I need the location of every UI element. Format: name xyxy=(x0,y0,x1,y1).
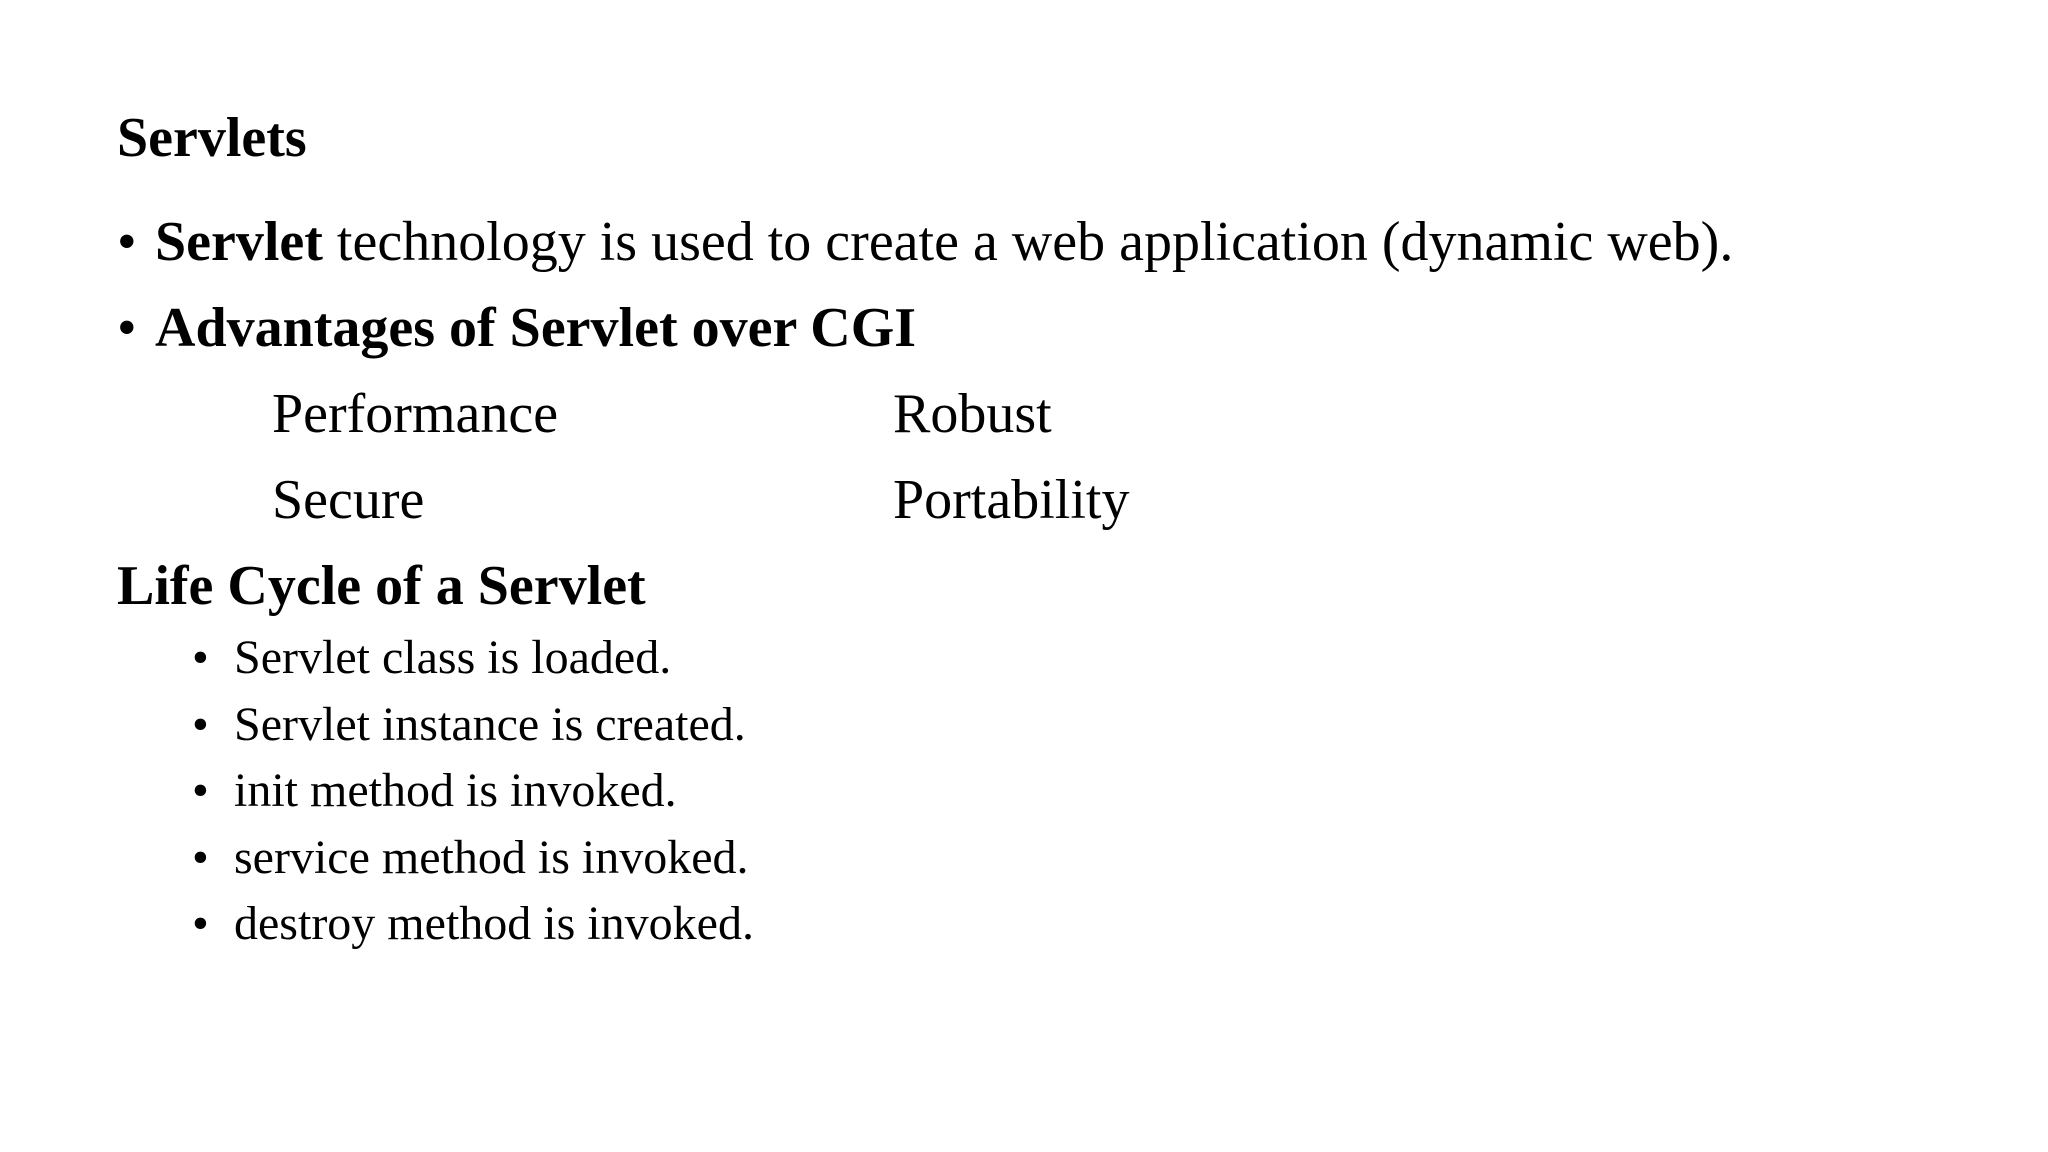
list-item-text: Servlet instance is created. xyxy=(234,697,746,751)
list-item-text: init method is invoked. xyxy=(234,764,677,817)
bullet-advantages-heading xyxy=(117,297,917,359)
slide-title: Servlets xyxy=(117,107,307,169)
bullet-marker: • xyxy=(192,897,209,950)
bullet-text: technology is used to create a web application (dynamic web). xyxy=(322,211,1734,273)
list-item xyxy=(192,631,754,701)
advantage-portability: Portability xyxy=(893,469,1130,531)
advantage-secure: Secure xyxy=(272,469,425,531)
lifecycle-list xyxy=(192,631,754,967)
list-item-text: destroy method is invoked. xyxy=(234,897,754,950)
bullet-servlet-definition xyxy=(117,211,1734,273)
advantage-performance: Performance xyxy=(272,383,559,445)
bullet-marker: • xyxy=(192,830,209,884)
bullet-marker: • xyxy=(192,631,209,684)
advantage-robust: Robust xyxy=(893,383,1052,445)
bullet-marker: • xyxy=(192,764,209,817)
list-item-text: service method is invoked. xyxy=(234,830,749,884)
bullet-marker: • xyxy=(117,297,137,359)
list-item xyxy=(192,897,754,967)
list-item xyxy=(192,830,754,901)
list-item xyxy=(192,764,754,834)
list-item xyxy=(192,697,754,768)
bullet-marker: • xyxy=(117,211,137,273)
bullet-marker: • xyxy=(192,697,209,751)
lifecycle-heading: Life Cycle of a Servlet xyxy=(117,555,646,617)
bullet-bold-term: Advantages of Servlet over CGI xyxy=(155,297,917,359)
list-item-text: Servlet class is loaded. xyxy=(234,631,672,684)
bullet-bold-term: Servlet xyxy=(155,211,323,273)
